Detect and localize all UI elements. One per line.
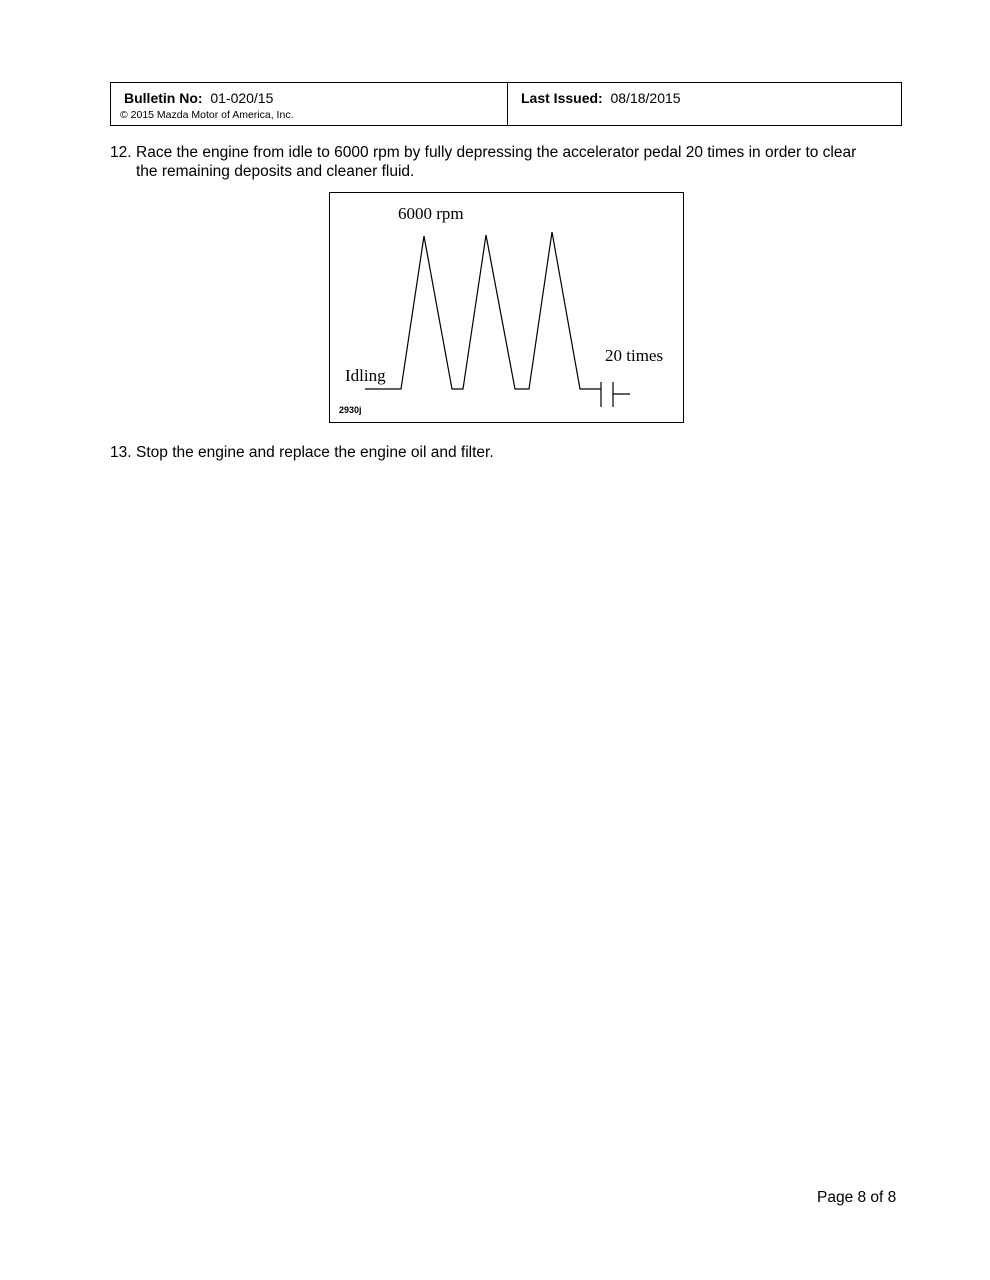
bulletin-number [124, 90, 273, 106]
rpm-cycle-line [365, 232, 601, 389]
idling-label: Idling [345, 366, 386, 385]
rpm-waveform [330, 193, 685, 424]
bulletin-value: 01-020/15 [210, 90, 274, 106]
figure-code: 2930j [339, 405, 362, 415]
step-12 [110, 143, 910, 181]
step-12-line-1 [110, 143, 910, 162]
step-12-number: 12. [110, 144, 132, 161]
issued-info-cell [508, 83, 901, 125]
step-13-number: 13. [110, 444, 132, 461]
step-13 [110, 443, 494, 462]
issued-label: Last Issued: [521, 90, 603, 106]
bulletin-info-cell [111, 83, 508, 125]
bulletin-header [110, 82, 902, 126]
rpm-diagram [329, 192, 684, 423]
copyright-text: © 2015 Mazda Motor of America, Inc. [120, 109, 294, 121]
step-12-text: Race the engine from idle to 6000 rpm by fully depressing the accelerator pedal 20 times in order to clear [136, 144, 857, 161]
page-number: Page 8 of 8 [817, 1189, 897, 1206]
bulletin-label: Bulletin No: [124, 90, 203, 106]
last-issued [521, 90, 681, 106]
step-12-line-2: the remaining deposits and cleaner fluid. [136, 163, 415, 180]
issued-value: 08/18/2015 [610, 90, 681, 106]
rpm-label: 6000 rpm [398, 204, 464, 223]
times-label: 20 times [605, 346, 664, 365]
step-13-text: Stop the engine and replace the engine oil and filter. [136, 444, 494, 461]
